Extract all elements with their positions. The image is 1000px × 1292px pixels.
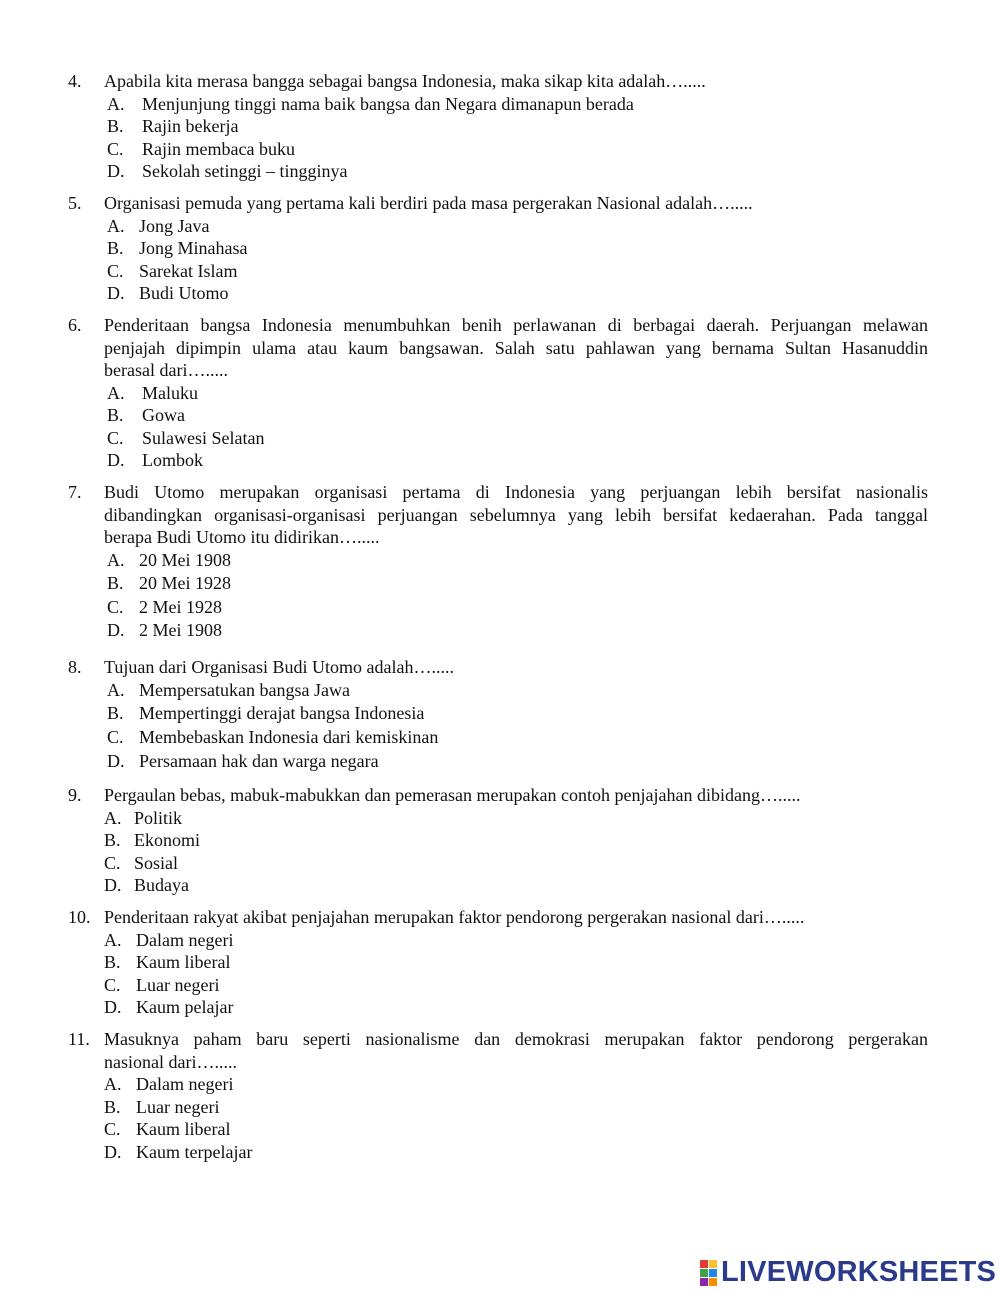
- liveworksheets-logo[interactable]: [700, 1256, 996, 1289]
- option-c[interactable]: C. Kaum liberal: [104, 1119, 231, 1140]
- option-a[interactable]: A. Mempersatukan bangsa Jawa: [107, 679, 350, 700]
- question-number: 5.: [68, 193, 82, 213]
- option-d[interactable]: D. Kaum terpelajar: [104, 1141, 253, 1162]
- logo-block: [709, 1278, 717, 1286]
- option-b[interactable]: B. Rajin bekerja: [107, 116, 239, 137]
- question-10: [0, 906, 1000, 1019]
- option-a[interactable]: A. Maluku: [107, 382, 198, 403]
- option-c[interactable]: C. Luar negeri: [104, 974, 220, 995]
- question-number: 8.: [68, 657, 82, 677]
- option-d[interactable]: D. Kaum pelajar: [104, 997, 234, 1018]
- logo-block: [709, 1269, 717, 1277]
- option-d[interactable]: D. Sekolah setinggi – tingginya: [107, 161, 348, 182]
- question-text-line: Penderitaan rakyat akibat penjajahan merupakan faktor pendorong pergerakan nasional dari….....: [104, 907, 805, 927]
- question-number: 11.: [68, 1029, 90, 1049]
- option-a[interactable]: A. Dalam negeri: [104, 1074, 234, 1094]
- option-d[interactable]: D. Persamaan hak dan warga negara: [107, 750, 379, 771]
- question-text-line: dibandingkan organisasi-organisasi perjuangan sebelumnya yang lebih bersifat kedaerahan. Pada tanggal: [104, 504, 928, 525]
- question-number: 10.: [68, 907, 91, 927]
- question-number: 6.: [68, 315, 82, 335]
- logo-block: [700, 1260, 708, 1268]
- question-text: [104, 481, 928, 549]
- option-a[interactable]: A. Menjunjung tinggi nama baik bangsa dan Negara dimanapun berada: [107, 93, 634, 114]
- question-text-line: Organisasi pemuda yang pertama kali berdiri pada masa pergerakan Nasional adalah….....: [104, 193, 753, 213]
- option-d[interactable]: D. Budaya: [104, 875, 189, 896]
- option-a[interactable]: A. Politik: [104, 807, 183, 828]
- option-d[interactable]: D. Lombok: [107, 450, 203, 471]
- question-6: [0, 314, 1000, 472]
- question-text-line: Pergaulan bebas, mabuk-mabukkan dan pemerasan merupakan contoh penjajahan dibidang….....: [104, 785, 801, 805]
- question-text: [104, 314, 928, 382]
- question-text: [104, 192, 928, 215]
- option-c[interactable]: C. 2 Mei 1928: [107, 596, 222, 617]
- question-text: [104, 1028, 928, 1073]
- logo-block: [709, 1260, 717, 1268]
- question-8: [0, 656, 1000, 774]
- logo-text: LIVEWORKSHEETS: [721, 1256, 997, 1288]
- question-number: 4.: [68, 71, 82, 91]
- question-11: [0, 1028, 1000, 1163]
- question-number: 9.: [68, 785, 82, 805]
- option-a[interactable]: A. 20 Mei 1908: [107, 549, 231, 570]
- option-b[interactable]: B. Gowa: [107, 405, 185, 426]
- logo-block: [700, 1269, 708, 1277]
- logo-block: [700, 1278, 708, 1286]
- question-9: [0, 784, 1000, 897]
- question-text-line: Apabila kita merasa bangga sebagai bangsa Indonesia, maka sikap kita adalah….....: [104, 71, 706, 91]
- question-text-line: berasal dari….....: [104, 360, 228, 380]
- option-c[interactable]: C. Sosial: [104, 852, 179, 873]
- question-5: [0, 192, 1000, 305]
- question-7: [0, 481, 1000, 643]
- option-b[interactable]: B. Jong Minahasa: [107, 238, 248, 259]
- option-b[interactable]: B. Luar negeri: [104, 1096, 220, 1117]
- option-b[interactable]: B. Mempertinggi derajat bangsa Indonesia: [107, 703, 425, 724]
- option-a[interactable]: A. Jong Java: [107, 215, 210, 236]
- question-text: [104, 656, 928, 679]
- question-number: 7.: [68, 482, 82, 502]
- question-text-line: nasional dari….....: [104, 1051, 237, 1072]
- question-text-line: Budi Utomo merupakan organisasi pertama di Indonesia yang perjuangan lebih bersifat nasionalis: [104, 482, 928, 502]
- option-c[interactable]: C. Sarekat Islam: [107, 260, 238, 281]
- option-c[interactable]: C. Rajin membaca buku: [107, 138, 295, 159]
- option-c[interactable]: C. Sulawesi Selatan: [107, 427, 265, 448]
- option-b[interactable]: B. Kaum liberal: [104, 952, 231, 973]
- option-c[interactable]: C. Membebaskan Indonesia dari kemiskinan: [107, 727, 439, 748]
- question-text: [104, 906, 928, 929]
- logo-blocks-icon: [700, 1260, 717, 1286]
- question-text: [104, 784, 928, 807]
- option-d[interactable]: D. Budi Utomo: [107, 283, 229, 304]
- question-text-line: penjajah dipimpin ulama atau kaum bangsawan. Salah satu pahlawan yang bernama Sultan Hasanuddin: [104, 337, 928, 358]
- option-b[interactable]: B. Ekonomi: [104, 830, 200, 851]
- question-text-line: Masuknya paham baru seperti nasionalisme dan demokrasi merupakan faktor pendorong pergerakan: [104, 1029, 928, 1049]
- option-d[interactable]: D. 2 Mei 1908: [107, 620, 222, 640]
- option-b[interactable]: B. 20 Mei 1928: [107, 573, 231, 593]
- question-text-line: Tujuan dari Organisasi Budi Utomo adalah….....: [104, 657, 454, 677]
- question-4: [0, 70, 1000, 183]
- question-text: [104, 70, 928, 93]
- question-text-line: berapa Budi Utomo itu didirikan….....: [104, 527, 380, 547]
- option-a[interactable]: A. Dalam negeri: [104, 929, 234, 950]
- question-text-line: Penderitaan bangsa Indonesia menumbuhkan benih perlawanan di berbagai daerah. Perjuangan melawan: [104, 315, 928, 335]
